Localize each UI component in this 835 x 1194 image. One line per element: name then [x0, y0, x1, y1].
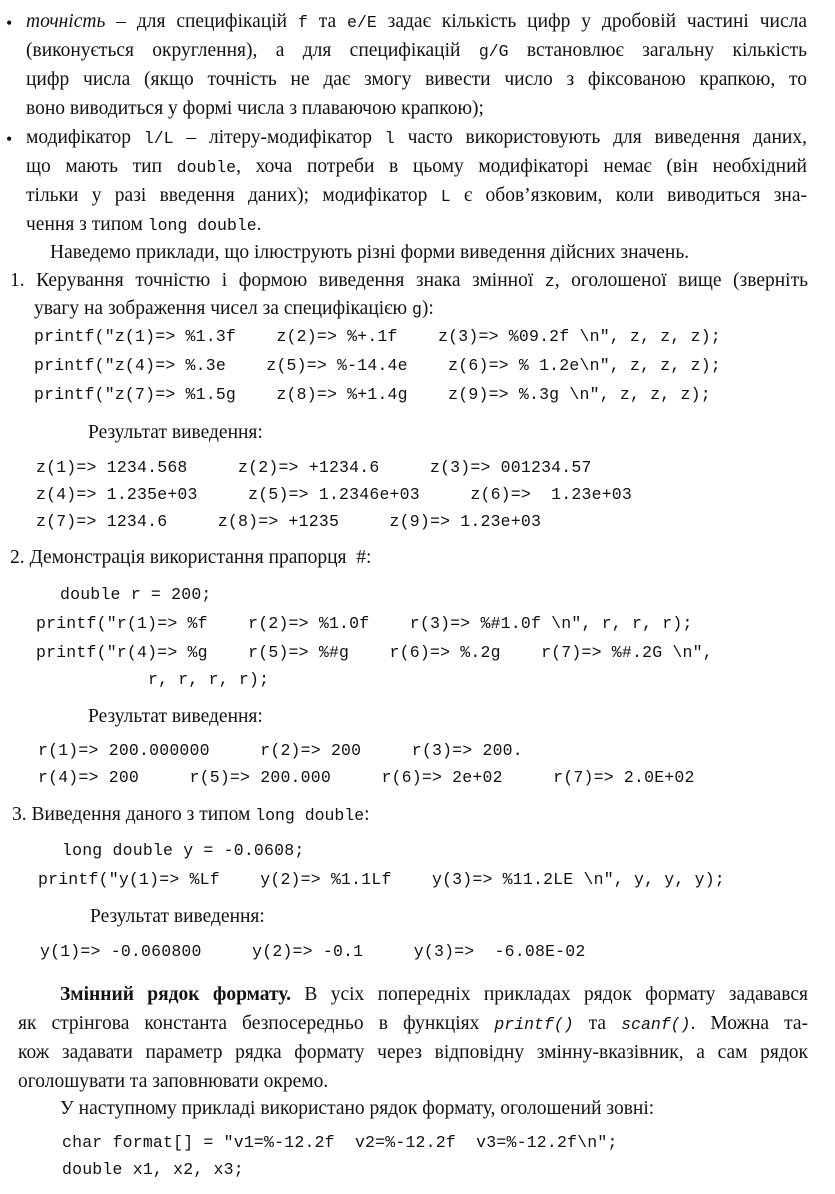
intro-paragraph: Наведемо приклади, що ілюструють різні форми виведення дійсних значень. [50, 242, 690, 263]
code-inline: long double [255, 806, 365, 825]
example-3-heading [12, 802, 370, 829]
code-inline: z [544, 272, 555, 291]
code-line: r, r, r, r); [148, 670, 270, 689]
section-title: Змінний рядок формату. [60, 984, 292, 1005]
code-inline: double [176, 158, 237, 177]
text: – літеру-модифікатор [173, 127, 385, 148]
text: тільки у разі введення даних); модифікатор [26, 185, 441, 206]
result-label: Результат виведення: [90, 906, 265, 927]
code-line: printf("z(4)=> %.3e z(5)=> %-14.4e z(6)=> % 1.2e\n", z, z, z); [34, 356, 721, 375]
bullet-2-line-4 [26, 212, 262, 239]
code-inline: printf() [494, 1015, 574, 1034]
text: , оголошеної вище (зверніть [554, 270, 808, 291]
format-paragraph-line-2 [18, 1011, 808, 1038]
text: . Можна та- [690, 1013, 809, 1034]
bullet-marker: • [6, 129, 13, 149]
code-inline: scanf() [621, 1015, 691, 1034]
text: : [364, 804, 370, 825]
bullet-1-line-1 [26, 9, 807, 36]
bullet-1-line-2 [26, 38, 807, 65]
example-1-heading-2 [34, 296, 434, 323]
output-line: z(1)=> 1234.568 z(2)=> +1234.6 z(3)=> 001234.57 [36, 458, 592, 477]
text: (виконується округлення), а для специфікацій [26, 40, 479, 61]
code-inline: l [384, 129, 395, 148]
output-line: z(7)=> 1234.6 z(8)=> +1235 z(9)=> 1.23e+03 [36, 512, 542, 531]
code-inline: long double [147, 216, 257, 235]
bullet-1-line-4: воно виводиться у формі числа з плаваючою крапкою); [26, 98, 484, 119]
format-paragraph-line-4: оголошувати та заповнювати окремо. [18, 1071, 329, 1092]
output-line: r(1)=> 200.000000 r(2)=> 200 r(3)=> 200. [38, 741, 523, 760]
code-line: printf("y(1)=> %Lf y(2)=> %1.1Lf y(3)=> %11.2LE \n", y, y, y); [38, 870, 725, 889]
text: що мають тип [26, 156, 177, 177]
bullet-2-line-2 [26, 154, 807, 181]
code-line: long double y = -0.0608; [62, 841, 305, 860]
code-inline: g/G [478, 42, 509, 61]
text: встановлює загальну кількість [508, 40, 807, 61]
format-paragraph-line-3: кож задавати параметр рядка формату через відповідну змінну-вказівник, а сам рядок [18, 1042, 808, 1063]
code-inline: e/E [347, 13, 377, 32]
text: задає кількість цифр у дробовій частині числа [376, 11, 807, 32]
format-paragraph-line-5: У наступному прикладі використано рядок формату, оголошений зовні: [60, 1098, 655, 1119]
code-inline: l/L [143, 129, 174, 148]
text: є обов’язковим, коли виводиться зна- [450, 185, 807, 206]
output-line: z(4)=> 1.235e+03 z(5)=> 1.2346e+03 z(6)=> 1.23e+03 [36, 485, 632, 504]
term-precision: точність [26, 11, 106, 32]
example-2-heading: 2. Демонстрація використання прапорця #: [10, 547, 372, 568]
code-line: printf("r(1)=> %f r(2)=> %1.0f r(3)=> %#1.0f \n", r, r, r); [36, 614, 693, 633]
text: 1. Керування точністю і формою виведення знака змінної [10, 270, 545, 291]
code-inline: g [412, 300, 422, 319]
code-line: printf("z(7)=> %1.5g z(8)=> %+1.4g z(9)=> %.3g \n", z, z, z); [34, 385, 711, 404]
text: як стрінгова константа безпосередньо в функціях [18, 1013, 495, 1034]
output-line: y(1)=> -0.060800 y(2)=> -0.1 y(3)=> -6.08E-02 [40, 942, 586, 961]
text: , хоча потреби в цьому модифікаторі немає (він необхідний [236, 156, 807, 177]
text: модифікатор [26, 127, 144, 148]
bullet-2-line-3 [26, 183, 807, 210]
example-1-heading [10, 268, 808, 295]
text: – для специфікацій [105, 11, 298, 32]
output-line: r(4)=> 200 r(5)=> 200.000 r(6)=> 2e+02 r(7)=> 2.0E+02 [38, 768, 695, 787]
text: ): [421, 298, 434, 319]
code-line: printf("r(4)=> %g r(5)=> %#g r(6)=> %.2g r(7)=> %#.2G \n", [36, 643, 713, 662]
code-line: printf("z(1)=> %1.3f z(2)=> %+.1f z(3)=> %09.2f \n", z, z, z); [34, 327, 721, 346]
text: 3. Виведення даного з типом [12, 804, 256, 825]
text: та [307, 11, 348, 32]
result-label: Результат виведення: [88, 706, 263, 727]
text: чення з типом [26, 214, 148, 235]
text: та [573, 1013, 622, 1034]
code-line: double r = 200; [60, 585, 212, 604]
bullet-1-line-3: цифр числа (якщо точність не дає змогу вивести число з фіксованою крапкою, то [26, 69, 807, 90]
code-inline: L [440, 187, 451, 206]
text: увагу на зображення чисел за специфікацією [34, 298, 412, 319]
text: . [256, 214, 262, 235]
code-line: char format[] = "v1=%-12.2f v2=%-12.2f v3=%-12.2f\n"; [62, 1133, 618, 1152]
text: часто використовують для виведення даних, [394, 127, 807, 148]
text: В усіх попередніх прикладах рядок формату задавався [291, 984, 808, 1005]
bullet-2-line-1 [26, 125, 807, 152]
bullet-marker: • [6, 13, 13, 33]
result-label: Результат виведення: [88, 422, 263, 443]
format-paragraph-line-1 [60, 982, 808, 1008]
code-line: double x1, x2, x3; [62, 1160, 244, 1179]
code-inline: f [297, 13, 308, 32]
